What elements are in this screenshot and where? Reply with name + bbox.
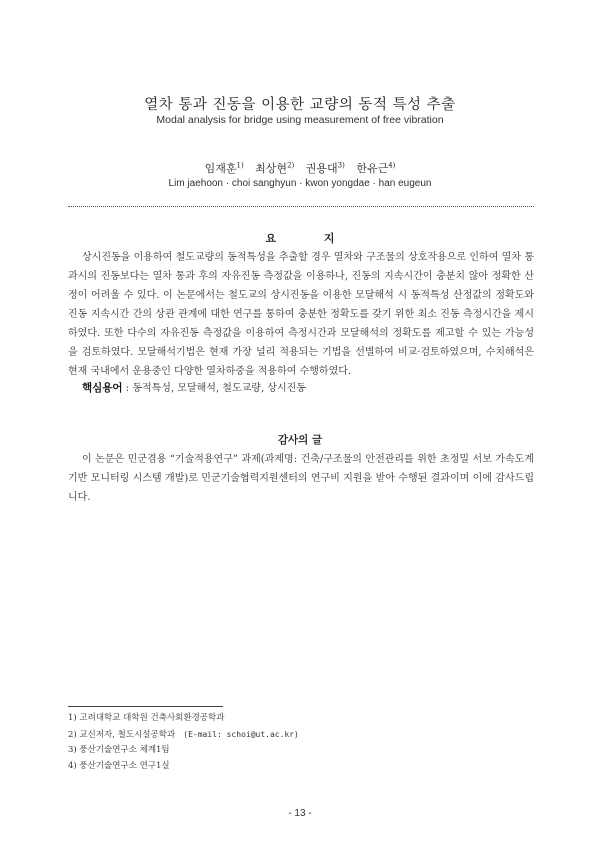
footnote-4: 4) 풍산기술연구소 연구1실 [68,760,170,771]
section-divider [68,206,534,207]
footnote-1: 1) 고려대학교 대학원 건축사회환경공학과 [68,713,225,723]
author-1: 임재훈$^{1)}$ [204,161,244,175]
keywords-line [82,379,306,395]
footnote-2-email: (E-mail: schoi@ut.ac.kr) [183,729,299,739]
abstract-body: 상시진동을 이용하여 철도교량의 동적특성을 추출할 경우 열차와 구조물의 상호작용으로 인하여 열차 통과시의 진동보다는 열차 통과 후의 자유진동 측정값을 이용하나, 진동의 지속시간이 충분치 않아 정확한 산정이 어려울 수 있다. 이 논문에서는 철도교의 상시진동을 이용한 모달해석 시 동적특성 산정값의 정확도와 진동 지속시간 간의 상관 관계에 대한 연구를 통하여 충분한 정확도를 갖기 위한 최소 진동 측정시간을 제시하였다. 또한 다수의 자유진동 측정값을 이용하여 측정시간과 모달해석의 정확도를 제고할 수 있는 가능성을 검토하였다. 모달해석기법은 현재 가장 널리 적용되는 기법을 선별하여 비교·검토하였으며, 수치해석은 현재 국내에서 운용중인 다양한 열차하중을 적용하여 수행하였다. [68,252,534,377]
author-4: 한유근$^{4)}$ [356,161,396,175]
paper-title-english: Modal analysis for bridge using measurement of free vibration [156,114,444,126]
author-list-korean [0,160,600,176]
footnote-rule [68,706,223,707]
acknowledgement-heading: 감사의 글 [277,434,323,446]
paper-title-korean: 열차 통과 진동을 이용한 교량의 동적 특성 추출 [144,97,456,113]
page-number: - 13 - [288,808,312,819]
keywords-label: 핵심용어 [82,382,123,394]
footnote-2: 2) 교신저자, 철도시설공학과 (E-mail: schoi@ut.ac.kr) [68,729,299,740]
abstract-heading: 요 지 [265,232,357,245]
footnotes [68,711,299,774]
keywords-list: : 동적특성, 모달해석, 철도교량, 상시진동 [125,383,306,394]
author-list-english: Lim jaehoon · choi sanghyun · kwon yongdae · han eugeun [168,178,432,189]
acknowledgement-body: 이 논문은 민군겸용 “기술적용연구” 과제(과제명: 건축/구조물의 안전관리를 위한 초정밀 서보 가속도계 기반 모니터링 시스템 개발)로 민군기술협력지원센터의 연구비 지원을 받아 수행된 결과이며 이에 감사드립니다. [68,454,534,503]
footnote-3: 3) 풍산기술연구소 체계1팀 [68,745,170,755]
author-3: 권용대$^{3)}$ [305,161,345,175]
author-2: 최상현$^{2)}$ [255,161,295,175]
